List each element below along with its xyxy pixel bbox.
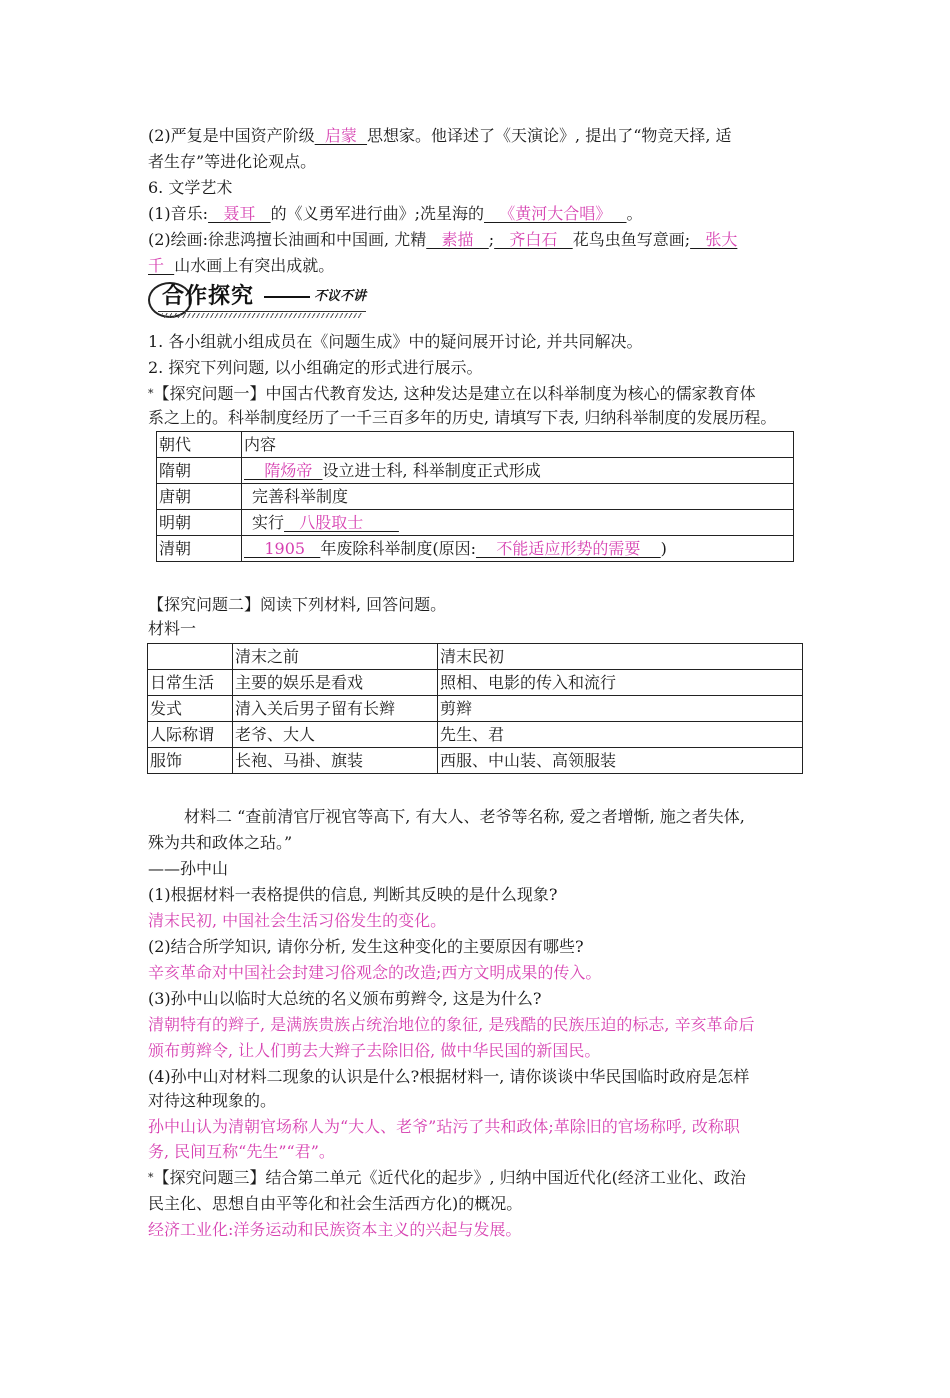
table-row — [148, 670, 803, 696]
table-row — [157, 510, 794, 536]
material-1-label: 材料一 — [148, 619, 197, 638]
table-row — [148, 696, 803, 722]
inquiry-3-line-1 — [148, 1166, 746, 1190]
inquiry-2-title: 【探究问题二】阅读下列材料, 回答问题。 — [148, 595, 447, 614]
dynasty-cell: 隋朝 — [157, 458, 242, 484]
table-cell: 人际称谓 — [148, 722, 233, 748]
intro-line-painting — [148, 228, 737, 252]
answer-blank: 不能适应形势的需要 — [475, 539, 661, 558]
dynasty-cell: 唐朝 — [157, 484, 242, 510]
banner-title: 合作探究 — [162, 284, 255, 309]
material-2-source: ——孙中山 — [148, 859, 229, 878]
banner-hatch — [162, 313, 362, 318]
intro-line-2: 者生存”等进化论观点。 — [148, 152, 317, 171]
question-4-line-1: (4)孙中山对材料二现象的认识是什么?根据材料一, 请你谈谈中华民国临时政府是怎样 — [148, 1067, 750, 1086]
table-cell: 先生、君 — [438, 722, 803, 748]
answer-3-line-1: 清朝特有的辫子, 是满族贵族占统治地位的象征, 是残酷的民族压迫的标志, 辛亥革命后 — [148, 1015, 755, 1034]
dynasty-cell: 清朝 — [157, 536, 242, 562]
table-cell: 老爷、大人 — [233, 722, 438, 748]
intro-line-painting-cont — [148, 254, 334, 278]
answer-blank: 素描 — [426, 230, 489, 249]
answer-3-line-2: 颁布剪辫令, 让人们剪去大辫子去除旧俗, 做中华民国的新国民。 — [148, 1041, 601, 1060]
table-cell: 西服、中山装、高领服装 — [438, 748, 803, 774]
text: 山水画上有突出成就。 — [174, 256, 335, 275]
text: 。 — [626, 204, 643, 223]
table-row — [157, 536, 794, 562]
text: 完善科举制度 — [252, 487, 349, 506]
text: 【探究问题三】结合第二单元《近代化的起步》, 归纳中国近代化(经济工业化、政治 — [153, 1168, 746, 1187]
table-cell: 发式 — [148, 696, 233, 722]
text: (1)音乐: — [148, 204, 209, 223]
header-cell — [148, 644, 233, 670]
material-2-line-1: 材料二 “查前清官厅视官等高下, 有大人、老爷等名称, 爱之者增惭, 施之者失体, — [184, 807, 745, 826]
table-row — [157, 484, 794, 510]
table-cell: 照相、电影的传入和流行 — [438, 670, 803, 696]
table-cell: 剪辫 — [438, 696, 803, 722]
answer-4-line-1: 孙中山认为清朝官场称人为“大人、老爷”玷污了共和政体;革除旧的官场称呼, 改称职 — [148, 1117, 740, 1136]
answer-blank: 张大 — [690, 230, 738, 249]
text: ; — [488, 230, 495, 249]
answer-blank: 八股取士 — [284, 513, 399, 532]
star-mark: * — [148, 1171, 154, 1184]
text: (2)绘画:徐悲鸿擅长油画和中国画, 尤精 — [148, 230, 427, 249]
question-1: (1)根据材料一表格提供的信息, 判断其反映的是什么现象? — [148, 885, 558, 904]
text: 思想家。他译述了《天演论》, 提出了“物竞天择, 适 — [367, 126, 732, 145]
answer-blank: 《黄河大合唱》 — [484, 204, 627, 223]
question-2: (2)结合所学知识, 请你分析, 发生这种变化的主要原因有哪些? — [148, 937, 584, 956]
dynasty-cell: 明朝 — [157, 510, 242, 536]
inquiry-1-line-2: 系之上的。科举制度经历了一千三百多年的历史, 请填写下表, 归纳科举制度的发展历程。 — [148, 408, 777, 427]
answer-1: 清末民初, 中国社会生活习俗发生的变化。 — [148, 911, 447, 930]
table-row — [148, 722, 803, 748]
content-cell — [242, 536, 794, 562]
content-cell — [242, 484, 794, 510]
content-cell — [242, 458, 794, 484]
text: 的《义勇军进行曲》;冼星海的 — [270, 204, 484, 223]
question-3: (3)孙中山以临时大总统的名义颁布剪辫令, 这是为什么? — [148, 989, 542, 1008]
table-row — [157, 458, 794, 484]
inquiry-3-line-2: 民主化、思想自由平等化和社会生活西方化)的概况。 — [148, 1194, 523, 1213]
banner-dash — [264, 296, 310, 298]
table-cell: 主要的娱乐是看戏 — [233, 670, 438, 696]
question-4-line-2: 对待这种现象的。 — [148, 1091, 277, 1110]
answer-blank: 隋炀帝 — [244, 461, 323, 480]
table-header-row — [157, 432, 794, 458]
answer-4-line-2: 务, 民间互称“先生”“君”。 — [148, 1142, 335, 1161]
coop-instruction-2: 2. 探究下列问题, 以小组确定的形式进行展示。 — [148, 358, 483, 377]
exam-system-table — [156, 431, 794, 562]
header-cell: 内容 — [242, 432, 794, 458]
material-2-line-2: 殊为共和政体之玷。” — [148, 833, 293, 852]
table-cell: 清入关后男子留有长辫 — [233, 696, 438, 722]
coop-instruction-1: 1. 各小组就小组成员在《问题生成》中的疑问展开讨论, 并共同解决。 — [148, 332, 643, 351]
text: 【探究问题一】中国古代教育发达, 这种发达是建立在以科举制度为核心的儒家教育体 — [153, 384, 756, 403]
answer-blank: 齐白石 — [494, 230, 573, 249]
inquiry-3-answer-1: 经济工业化:洋务运动和民族资本主义的兴起与发展。 — [148, 1220, 522, 1239]
table-row — [148, 748, 803, 774]
header-cell: 清末民初 — [438, 644, 803, 670]
intro-line-1 — [148, 124, 732, 148]
text: ) — [660, 539, 667, 558]
text: 年废除科举制度(原因: — [320, 539, 476, 558]
table-header-row — [148, 644, 803, 670]
answer-blank: 启蒙 — [314, 126, 368, 145]
answer-blank: 1905 — [244, 539, 321, 558]
text: 花鸟虫鱼写意画; — [572, 230, 691, 249]
inquiry-1-line-1 — [148, 382, 756, 406]
banner-subtitle: 不议不讲 — [314, 289, 367, 304]
intro-line-music — [148, 202, 643, 226]
answer-blank: 千 — [148, 256, 175, 275]
header-cell: 朝代 — [157, 432, 242, 458]
table-cell: 长袍、马褂、旗装 — [233, 748, 438, 774]
answer-blank: 聂耳 — [208, 204, 271, 223]
star-mark: * — [148, 387, 154, 400]
section-banner — [146, 278, 368, 318]
banner-rule — [158, 311, 366, 312]
table-cell: 日常生活 — [148, 670, 233, 696]
table-cell: 服饰 — [148, 748, 233, 774]
header-cell: 清末之前 — [233, 644, 438, 670]
section-heading-6: 6. 文学艺术 — [148, 178, 233, 197]
text: 实行 — [252, 513, 285, 532]
text: (2)严复是中国资产阶级 — [148, 126, 315, 145]
text: 设立进士科, 科举制度正式形成 — [322, 461, 541, 480]
content-cell — [242, 510, 794, 536]
customs-table — [147, 643, 803, 774]
answer-2: 辛亥革命对中国社会封建习俗观念的改造;西方文明成果的传入。 — [148, 963, 602, 982]
